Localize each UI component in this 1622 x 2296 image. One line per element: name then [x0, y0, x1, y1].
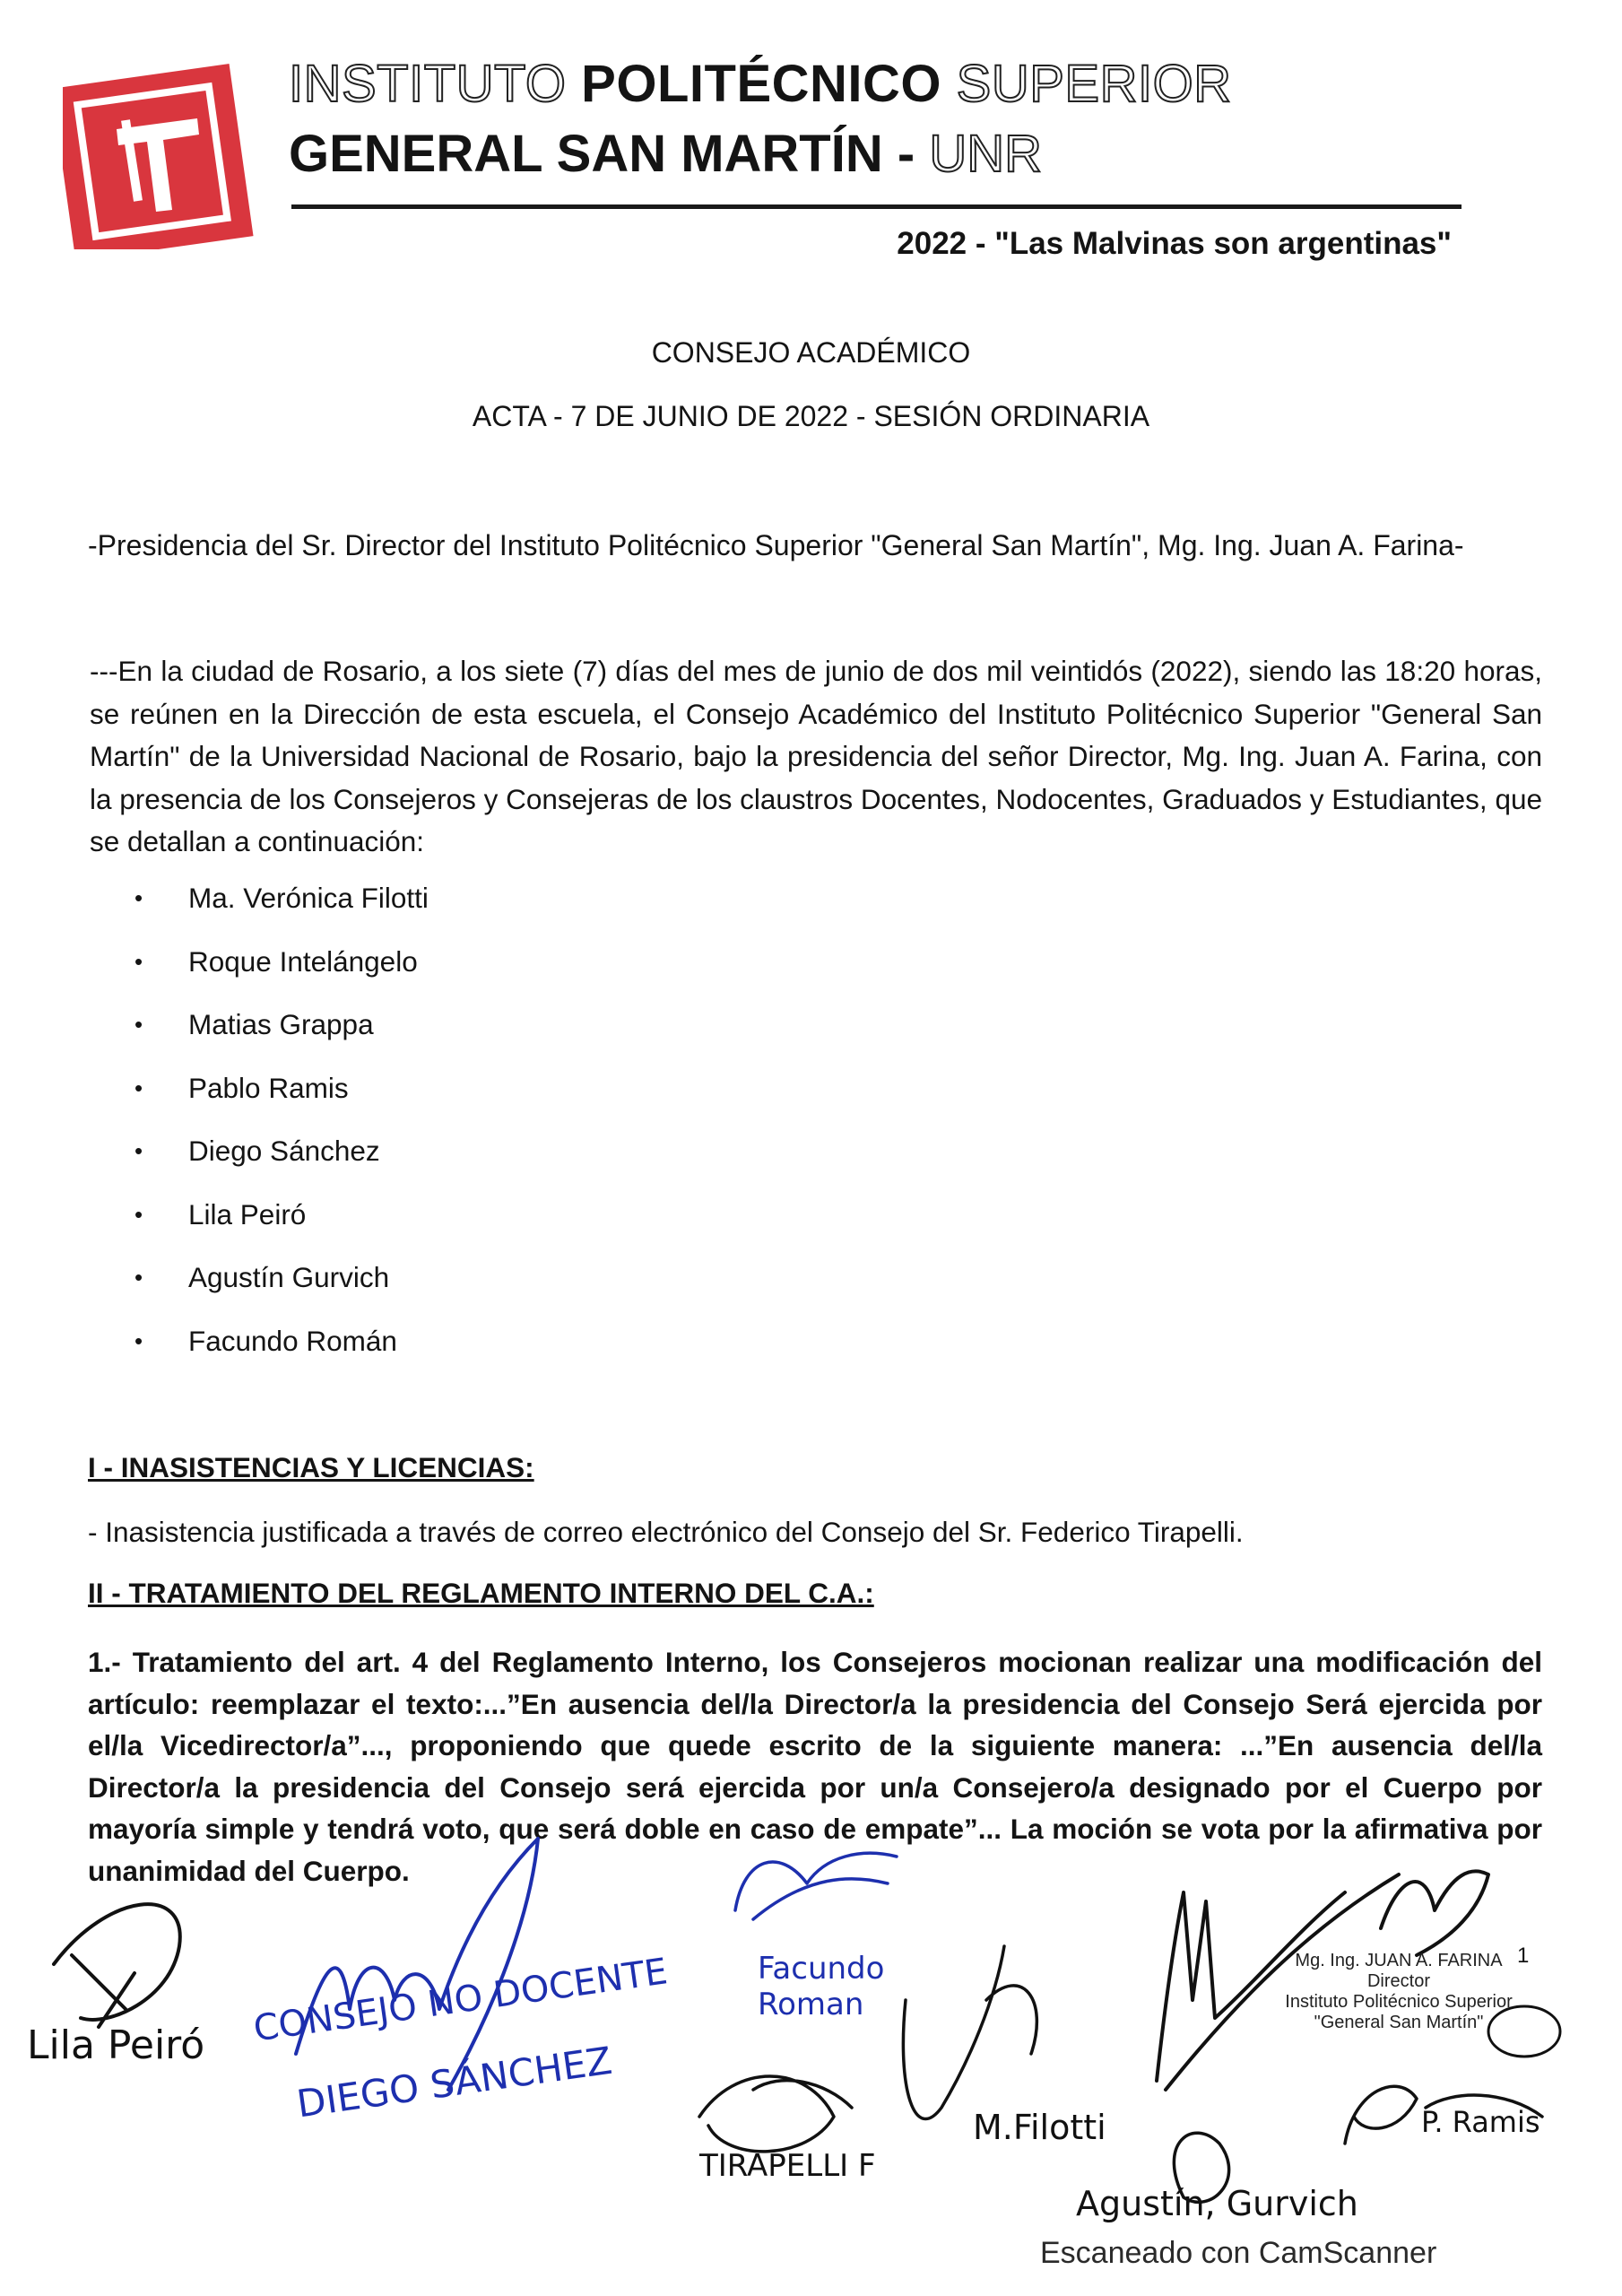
list-item [134, 1067, 429, 1131]
member-name: Matias Grappa [188, 1008, 374, 1040]
presidency-line: -Presidencia del Sr. Director del Instituto Politécnico Superior "General San Martín", Mg. Ing. Juan A. Farina- [88, 529, 1464, 561]
bullet-icon: • [134, 1264, 143, 1291]
list-item [134, 1194, 429, 1257]
stamp-school: "General San Martín" [1314, 2013, 1484, 2032]
list-item [134, 1004, 429, 1067]
institute-name-unr: UNR [929, 125, 1042, 183]
signature-facundo-line2: Roman [758, 1987, 864, 2022]
list-item [134, 1257, 429, 1320]
member-name: Roque Intelángelo [188, 944, 418, 978]
institute-name-separator: - [897, 125, 915, 183]
signature-farina-stroke [1381, 1871, 1488, 1955]
intro-paragraph: ---En la ciudad de Rosario, a los siete (7) días del mes de junio de dos mil veintidós (2022), siendo las 18:20 horas, se reúnen en la Dirección de esta escuela, el Consejo Académico del Instituto Politécnico Superior "General San Martín" de la Universidad Nacional de Rosario, bajo la presidencia del señor Director, Mg. Ing. Juan A. Farina, con la presencia de los Consejeros y Consejeras de los claustros Docentes, Nodocentes, Graduados y Estudiantes, que se detallan a continuación: [90, 655, 1542, 857]
bullet-icon: • [134, 1200, 143, 1228]
institute-name-line2 [289, 124, 1042, 184]
institute-name-politecnico: POLITÉCNICO [581, 55, 942, 113]
section-heading-absences: I - INASISTENCIAS Y LICENCIAS: [88, 1451, 534, 1483]
signature-facundo-stroke [735, 1853, 897, 1919]
header-divider [291, 204, 1462, 209]
list-item [134, 941, 429, 1004]
bullet-icon: • [134, 884, 143, 911]
absence-note: - Inasistencia justificada a través de correo electrónico del Consejo del Sr. Federico Tirapelli. [88, 1516, 1244, 1548]
signature-agustin: Agustín, Gurvich [1076, 2184, 1358, 2223]
member-name: Facundo Román [188, 1324, 397, 1357]
member-name: Lila Peiró [188, 1197, 307, 1231]
member-name: Diego Sánchez [188, 1135, 380, 1167]
institute-name-general-san-martin: GENERAL SAN MARTÍN [289, 125, 883, 183]
institute-name-superior: SUPERIOR [956, 55, 1232, 113]
signature-filotti-stroke [903, 1946, 1037, 2119]
list-item [134, 1130, 429, 1194]
stamp-institute: Instituto Politécnico Superior [1285, 1992, 1513, 2012]
member-name: Ma. Verónica Filotti [188, 882, 429, 914]
member-name: Pablo Ramis [188, 1071, 349, 1104]
signature-lila-stroke [54, 1904, 180, 2027]
institute-name-line1 [289, 54, 1232, 114]
member-name: Agustín Gurvich [188, 1261, 390, 1293]
list-item [134, 1320, 429, 1384]
members-list [134, 877, 429, 1383]
signature-facundo [758, 1951, 884, 2022]
bullet-icon: • [134, 1011, 143, 1038]
session-title: ACTA - 7 DE JUNIO DE 2022 - SESIÓN ORDINARIA [472, 400, 1150, 432]
director-stamp [1251, 1951, 1547, 2033]
bullet-icon: • [134, 1137, 143, 1164]
institute-name-instituto: INSTITUTO [289, 55, 567, 113]
year-motto: 2022 - "Las Malvinas son argentinas" [897, 226, 1452, 261]
institute-logo [63, 57, 267, 249]
signature-ramis: P. Ramis [1421, 2105, 1540, 2139]
signature-diego: DIEGO SÁNCHEZ [294, 2038, 615, 2126]
signature-facundo-line1: Facundo [758, 1951, 885, 1987]
signature-tirapelli-stroke [699, 2076, 852, 2152]
signature-tirapelli: TIRAPELLI F [699, 2148, 876, 2184]
signature-filotti: M.Filotti [973, 2108, 1106, 2147]
council-title: CONSEJO ACADÉMICO [651, 336, 971, 369]
list-item [134, 877, 429, 941]
bullet-icon: • [134, 1326, 143, 1354]
section-heading-regulation: II - TRATAMIENTO DEL REGLAMENTO INTERNO DEL C.A.: [88, 1577, 874, 1609]
bullet-icon: • [134, 947, 143, 975]
stamp-name: Mg. Ing. JUAN A. FARINA [1295, 1951, 1503, 1970]
signature-diego-stroke [296, 1839, 538, 2090]
signature-consejo-nodocente: CONSEJO NO DOCENTE [251, 1951, 671, 2050]
regulation-paragraph: 1.- Tratamiento del art. 4 del Reglamento Interno, los Consejeros mocionan realizar una modificación del artículo: reemplazar el texto:...”En ausencia del/la Director/a la presidencia del Consejo Será ejercida por el/la Vicedirector/a”..., proponiendo que quede escrito de la siguiente manera: ...”En ausencia del/la Director/a la presidencia del Consejo será ejercida por un/a Consejero/a designado por el Cuerpo por mayoría simple y tendrá voto, que será doble en caso de empate”... La moción se vota por la afirmativa por unanimidad del Cuerpo. [88, 1646, 1542, 1887]
stamp-role: Director [1366, 1971, 1430, 1991]
signature-lila: Lila Peiró [27, 2022, 205, 2068]
scanner-watermark: Escaneado con CamScanner [1040, 2236, 1437, 2270]
page-number: 1 [1517, 1944, 1530, 1968]
bullet-icon: • [134, 1074, 143, 1101]
